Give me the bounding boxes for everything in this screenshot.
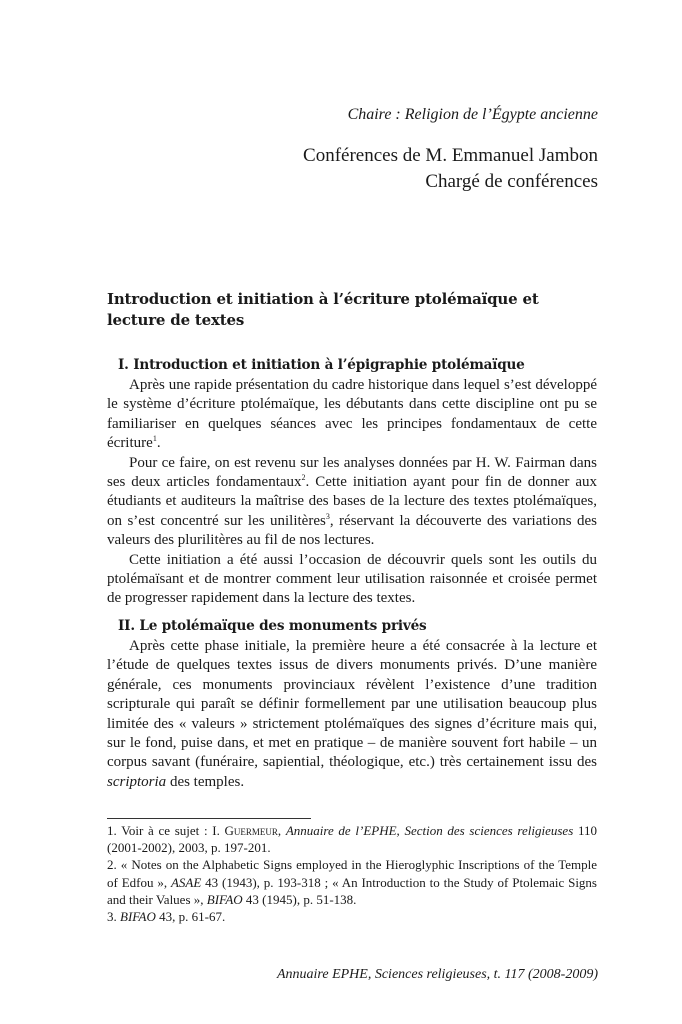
part2-heading: II. Le ptolémaïque des monuments privés xyxy=(118,617,427,634)
footnotes xyxy=(107,822,597,925)
footnote-journal: Annuaire de l’EPHE, Section des sciences religieuses xyxy=(285,823,574,838)
body-text xyxy=(107,356,597,792)
paragraph-text: Pour ce faire, on est revenu sur les analyses données par H. W. Fairman dans ses deux articles fondamentaux xyxy=(107,454,597,491)
running-footer: Annuaire EPHE, Sciences religieuses, t. 117 (2008-2009) xyxy=(276,967,598,982)
footnote-text: 110 (2001-2002), 2003, p. 197-201. xyxy=(107,823,597,856)
footnote-divider xyxy=(107,818,311,819)
chair-title: Chaire : Religion de l’Égypte ancienne xyxy=(347,106,598,123)
paragraph-text: , réservant la découverte des variations des valeurs des plurilitères au fil de nos lectures. xyxy=(107,512,597,549)
footnote-ref: 3 xyxy=(325,511,330,521)
paragraph-text: Après cette phase initiale, la première heure a été consacrée à la lecture et l’étude de quelques textes issus de divers monuments privés. D’une manière générale, ces monuments provinciaux révèlent l’existence d’une tradition scripturale qui paraît se définir formellement par une utilisation beaucoup plus limitée des « valeurs » strictement ptolémaïques des signes d’écriture mais qui, sur le fond, puise dans, et met en pratique – de manière souvent fort habile – un corpus savant (funéraire, sapiential, théologique, etc.) très certainement issu des xyxy=(107,637,597,771)
footnote-journal: BIFAO xyxy=(206,891,243,907)
paragraph: Cette initiation a été aussi l’occasion de découvrir quels sont les outils du ptolémaïsant et de montrer comment leur utilisation raisonnée et croisée permet de progresser rapidement dans la lecture des textes. xyxy=(107,551,597,607)
italic-term: scriptoria xyxy=(107,773,167,790)
conference-speaker: Conférences de M. Emmanuel Jambon xyxy=(303,145,598,166)
footnote-text: 43 (1945), p. 51-138. xyxy=(242,891,357,907)
footnote-journal: BIFAO xyxy=(120,909,156,925)
footnote-ref: 1 xyxy=(152,434,157,444)
paragraph xyxy=(107,637,597,792)
footnote-text: 43, p. 61-67. xyxy=(155,909,226,925)
paragraph-text: Après une rapide présentation du cadre historique dans lequel s’est développé le système d’écriture ptolémaïque, les débutants dans cette discipline ont pu se familiariser en quelques séances avec les principes fondamentaux de cette écriture xyxy=(107,377,597,452)
paragraph-text: des temples. xyxy=(166,773,245,790)
part1-heading: I. Introduction et initiation à l’épigraphie ptolémaïque xyxy=(118,357,525,373)
footnote-3 xyxy=(107,908,597,925)
paragraph: Après une rapide présentation du cadre historique dans lequel s’est développé le système d’écriture ptolémaïque, les débutants dans cette discipline ont pu se familiariser en quelques séances avec les principes fondamentaux de cette écriture$^1$. xyxy=(107,377,597,452)
paragraph xyxy=(107,454,597,551)
footnote-ref: 2 xyxy=(301,473,306,483)
paragraph-text: . Cette initiation ayant pour fin de donner aux étudiants et auditeurs la maîtrise des bases de la lecture des textes ptolémaïques, on s’est concentré sur les unilitères xyxy=(107,474,597,529)
footnote-text: 3. xyxy=(107,909,120,925)
footnote-2 xyxy=(107,856,597,908)
speaker-role: Chargé de conférences xyxy=(425,171,598,192)
footnote-author: Guermeur xyxy=(224,823,278,838)
footnote-text: 1. Voir à ce sujet : I. xyxy=(107,823,225,838)
footnote-text: 43 (1943), p. 193-318 ; « An Introduction to the Study of Ptolemaic Signs and their Values », xyxy=(107,874,597,907)
footnote-text: 2. « Notes on the Alphabetic Signs employed in the Hieroglyphic Inscriptions of the Temple of Edfou », xyxy=(107,857,597,890)
footnote-1: 1. Voir à ce sujet : I. Guermeur, Annuaire de l’EPHE, Section des sciences religieuses 110 (2001-2002), 2003, p. 197-201. xyxy=(107,823,597,856)
section-title: Introduction et initiation à l’écriture ptolémaïque et lecture de textes xyxy=(107,290,539,329)
footnote-journal: ASAE xyxy=(170,874,202,890)
